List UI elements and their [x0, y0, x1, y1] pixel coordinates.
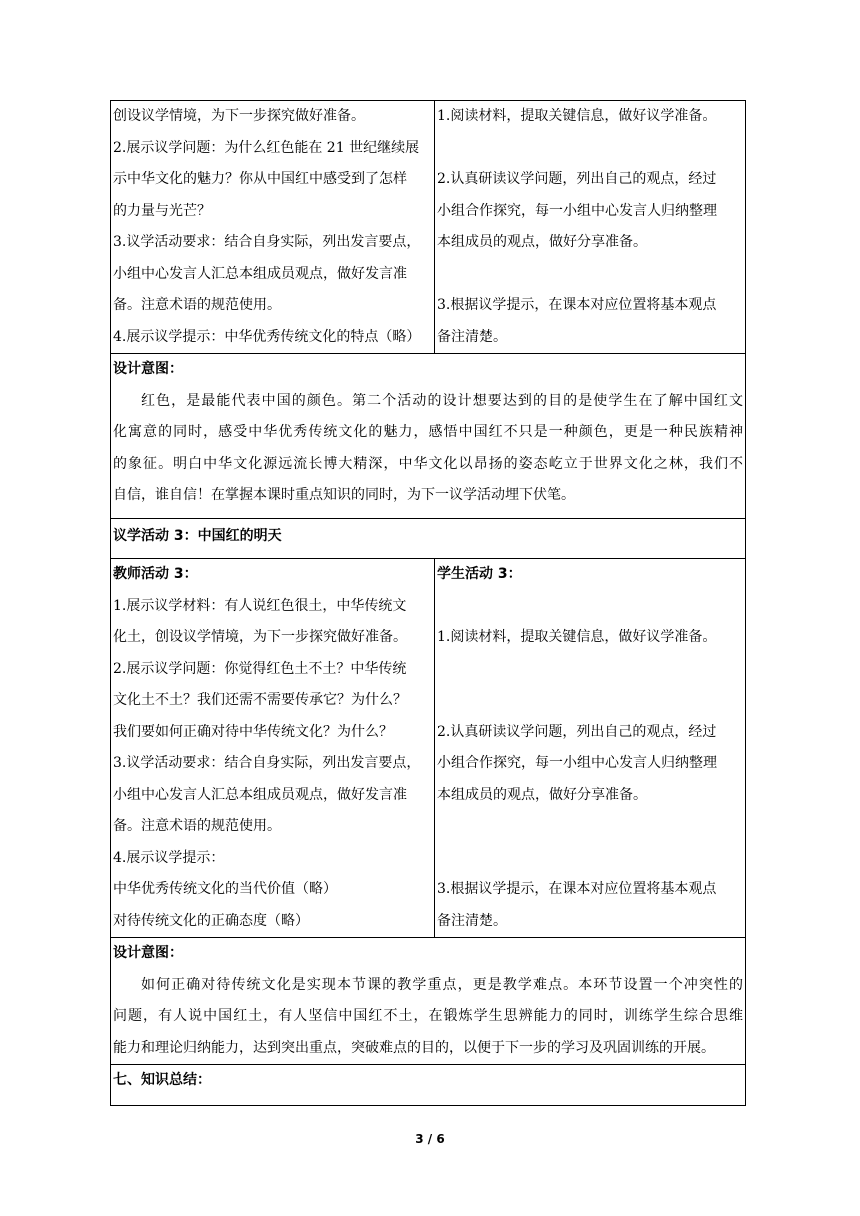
student-activity3-cell	[435, 559, 746, 938]
page-number: 3 / 6	[415, 1132, 445, 1146]
text-line: 示中华文化的魅力？你从中国红中感受到了怎样	[113, 171, 407, 187]
text-line: 3.议学活动要求：结合自身实际，列出发言要点，	[113, 755, 421, 771]
teacher-activity3-cell	[111, 559, 435, 938]
text-line: 我们要如何正确对待中华传统文化？为什么？	[113, 723, 393, 740]
text-line: 备注清楚。	[437, 912, 507, 929]
text-line: 2.认真研读议学问题，列出自己的观点，经过	[437, 171, 717, 187]
activity2-row	[111, 101, 746, 354]
design-intent2-row	[111, 938, 746, 1065]
paragraph-line: 的象征。明白中华文化源远流长博大精深，中华文化以昂扬的姿态屹立于世界文化之林，我们不	[113, 455, 743, 472]
text-line: 化土，创设议学情境，为下一步探究做好准备。	[113, 629, 407, 645]
activity3-row	[111, 559, 746, 938]
text-line: 3.根据议学提示，在课本对应位置将基本观点	[437, 881, 717, 897]
summary-heading: 七、知识总结：	[113, 1072, 211, 1088]
blank-line	[437, 685, 743, 717]
text-line: 文化土不土？我们还需不需要传承它？为什么？	[113, 692, 407, 708]
design-intent2-cell	[111, 938, 746, 1065]
text-line: 3.根据议学提示，在课本对应位置将基本观点	[437, 297, 717, 313]
text-line: 中华优秀传统文化的当代价值（略）	[113, 881, 337, 897]
text-line: 对待传统文化的正确态度（略）	[113, 912, 309, 929]
text-line: 1.展示议学材料：有人说红色很土，中华传统文	[113, 597, 407, 614]
text-line: 2.认真研读议学问题，列出自己的观点，经过	[437, 723, 717, 740]
text-line: 小组合作探究，每一小组中心发言人归纳整理	[437, 202, 717, 219]
student-activity3-heading: 学生活动 3：	[437, 566, 522, 582]
blank-line	[437, 811, 743, 843]
blank-line	[437, 259, 743, 291]
activity3-title-cell	[111, 518, 746, 559]
text-line: 3.议学活动要求：结合自身实际，列出发言要点，	[113, 234, 421, 250]
design-intent1-row	[111, 354, 746, 519]
text-line: 1.阅读材料，提取关键信息，做好议学准备。	[437, 629, 717, 645]
summary-row	[111, 1065, 746, 1106]
blank-line	[437, 843, 743, 875]
text-line: 创设议学情境，为下一步探究做好准备。	[113, 108, 365, 124]
paragraph-line: 红色，是最能代表中国的颜色。第二个活动的设计想要达到的目的是使学生在了解中国红文	[141, 392, 743, 409]
text-line: 小组中心发言人汇总本组成员观点，做好发言准	[113, 786, 407, 803]
text-line: 小组中心发言人汇总本组成员观点，做好发言准	[113, 265, 407, 282]
paragraph-line: 如何正确对待传统文化是实现本节课的教学重点，更是教学难点。本环节设置一个冲突性的	[141, 976, 743, 993]
activity3-title-row	[111, 518, 746, 559]
design-intent-heading: 设计意图：	[113, 945, 183, 961]
summary-cell	[111, 1065, 746, 1106]
teacher-activity2-cell	[111, 101, 435, 354]
paragraph-line: 问题，有人说中国红土，有人坚信中国红不土，在锻炼学生思辨能力的同时，训练学生综合思维	[113, 1008, 743, 1024]
activity3-title: 议学活动 3：中国红的明天	[113, 527, 282, 544]
blank-line	[437, 133, 743, 165]
design-intent1-cell	[111, 354, 746, 519]
text-line: 2.展示议学问题：你觉得红色土不土？中华传统	[113, 660, 407, 677]
text-line: 小组合作探究，每一小组中心发言人归纳整理	[437, 755, 717, 771]
text-line: 4.展示议学提示：中华优秀传统文化的特点（略）	[113, 328, 421, 345]
paragraph-line: 能力和理论归纳能力，达到突出重点，突破难点的目的，以便于下一步的学习及巩固训练的开展。	[113, 1039, 715, 1056]
teacher-activity3-heading: 教师活动 3：	[113, 566, 198, 582]
paragraph-line: 化寓意的同时，感受中华优秀传统文化的魅力，感悟中国红不只是一种颜色，更是一种民族精神	[113, 424, 743, 440]
student-activity2-cell	[435, 101, 746, 354]
blank-line	[437, 591, 743, 623]
text-line: 备。注意术语的规范使用。	[113, 297, 281, 313]
text-line: 本组成员的观点，做好分享准备。	[437, 234, 647, 250]
text-line: 的力量与光芒？	[113, 202, 211, 219]
text-line: 本组成员的观点，做好分享准备。	[437, 786, 647, 803]
text-line: 1.阅读材料，提取关键信息，做好议学准备。	[437, 108, 717, 124]
text-line: 2.展示议学问题：为什么红色能在 21 世纪继续展	[113, 139, 420, 156]
text-line: 备。注意术语的规范使用。	[113, 818, 281, 834]
design-intent-heading: 设计意图：	[113, 361, 183, 377]
lesson-plan-table	[110, 100, 746, 1106]
paragraph-line: 自信，谁自信！在掌握本课时重点知识的同时，为下一议学活动埋下伏笔。	[113, 487, 575, 503]
blank-line	[437, 654, 743, 686]
text-line: 4.展示议学提示：	[113, 849, 225, 866]
text-line: 备注清楚。	[437, 328, 507, 345]
